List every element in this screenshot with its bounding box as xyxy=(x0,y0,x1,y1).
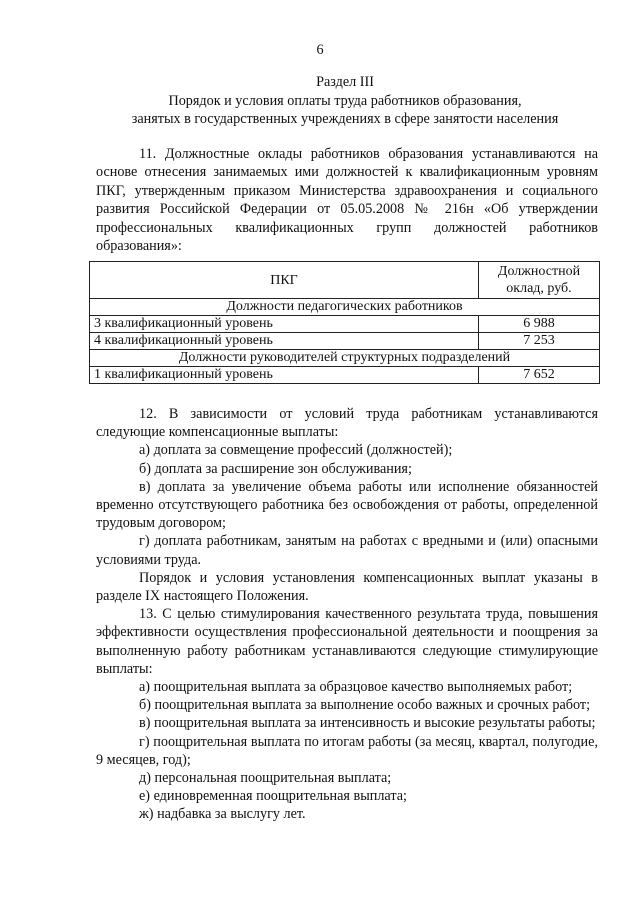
salary-cell: 6 988 xyxy=(479,316,600,333)
table-group-row xyxy=(90,350,600,367)
header-salary xyxy=(479,262,600,299)
list-item: д) персональная поощрительная выплата; xyxy=(139,770,392,787)
list-item: б) доплата за расширение зон обслуживания; xyxy=(139,460,412,477)
section-title: Раздел III xyxy=(316,74,374,90)
table-group-row xyxy=(90,299,600,316)
list-item: в) поощрительная выплата за интенсивность и высокие результаты работы; xyxy=(139,715,596,732)
salary-table xyxy=(89,261,600,384)
section-subtitle-line1: Порядок и условия оплаты труда работников образования, xyxy=(168,93,522,109)
paragraph-11: 11. Должностные оклады работников образования устанавливаются на основе отнесения занимаемых ими должностей к квалификационным уровням ПКГ, утвержденным приказом Министерства здравоохранения и социального развития Российской Федерации от 05.05.2008 № 216н «Об утверждении профессиональных квалификационных групп должностей работников образования»: xyxy=(96,146,598,255)
header-pkg: ПКГ xyxy=(90,262,479,299)
list-item: в) доплата за увеличение объема работы или исполнение обязанностей временно отсутствующего работника без освобождения от работы, определенной трудовым договором; xyxy=(96,478,598,532)
section-12 xyxy=(96,405,598,824)
list-item: г) доплата работникам, занятым на работах с вредными и (или) опасными условиями труда. xyxy=(96,533,598,568)
paragraph-13-intro: 13. С целью стимулирования качественного результата труда, повышения эффективности осуществления профессиональной деятельности и поощрения за выполненную работу работникам устанавливаются следующие стимулирующие выплаты: xyxy=(96,606,598,677)
header-salary-line1: Должностной xyxy=(497,264,581,279)
list-item: а) доплата за совмещение профессий (должностей); xyxy=(139,442,453,459)
level-cell: 4 квалификационный уровень xyxy=(90,333,479,350)
list-item: б) поощрительная выплата за выполнение особо важных и срочных работ; xyxy=(139,697,591,714)
list-item: а) поощрительная выплата за образцовое качество выполняемых работ; xyxy=(139,679,573,696)
list-item: г) поощрительная выплата по итогам работы (за месяц, квартал, полугодие, 9 месяцев, год); xyxy=(96,733,598,768)
list-item: е) единовременная поощрительная выплата; xyxy=(139,788,407,805)
paragraph-12-intro: 12. В зависимости от условий труда работникам устанавливаются следующие компенсационные выплаты: xyxy=(96,406,598,441)
page-number: 6 xyxy=(316,42,324,58)
paragraph-12-note: Порядок и условия установления компенсационных выплат указаны в разделе IX настоящего Положения. xyxy=(96,569,598,605)
level-cell: 3 квалификационный уровень xyxy=(90,316,479,333)
table-row xyxy=(90,316,600,333)
table-header-row xyxy=(90,262,600,299)
table-row xyxy=(90,367,600,384)
level-cell: 1 квалификационный уровень xyxy=(90,367,479,384)
list-item: ж) надбавка за выслугу лет. xyxy=(139,806,306,823)
section-subtitle-line2: занятых в государственных учреждениях в сфере занятости населения xyxy=(131,111,559,127)
salary-cell: 7 652 xyxy=(479,367,600,384)
header-salary-line2: оклад, руб. xyxy=(506,281,572,296)
table-row xyxy=(90,333,600,350)
salary-cell: 7 253 xyxy=(479,333,600,350)
group-heads: Должности руководителей структурных подразделений xyxy=(90,350,600,367)
group-pedagogical: Должности педагогических работников xyxy=(90,299,600,316)
